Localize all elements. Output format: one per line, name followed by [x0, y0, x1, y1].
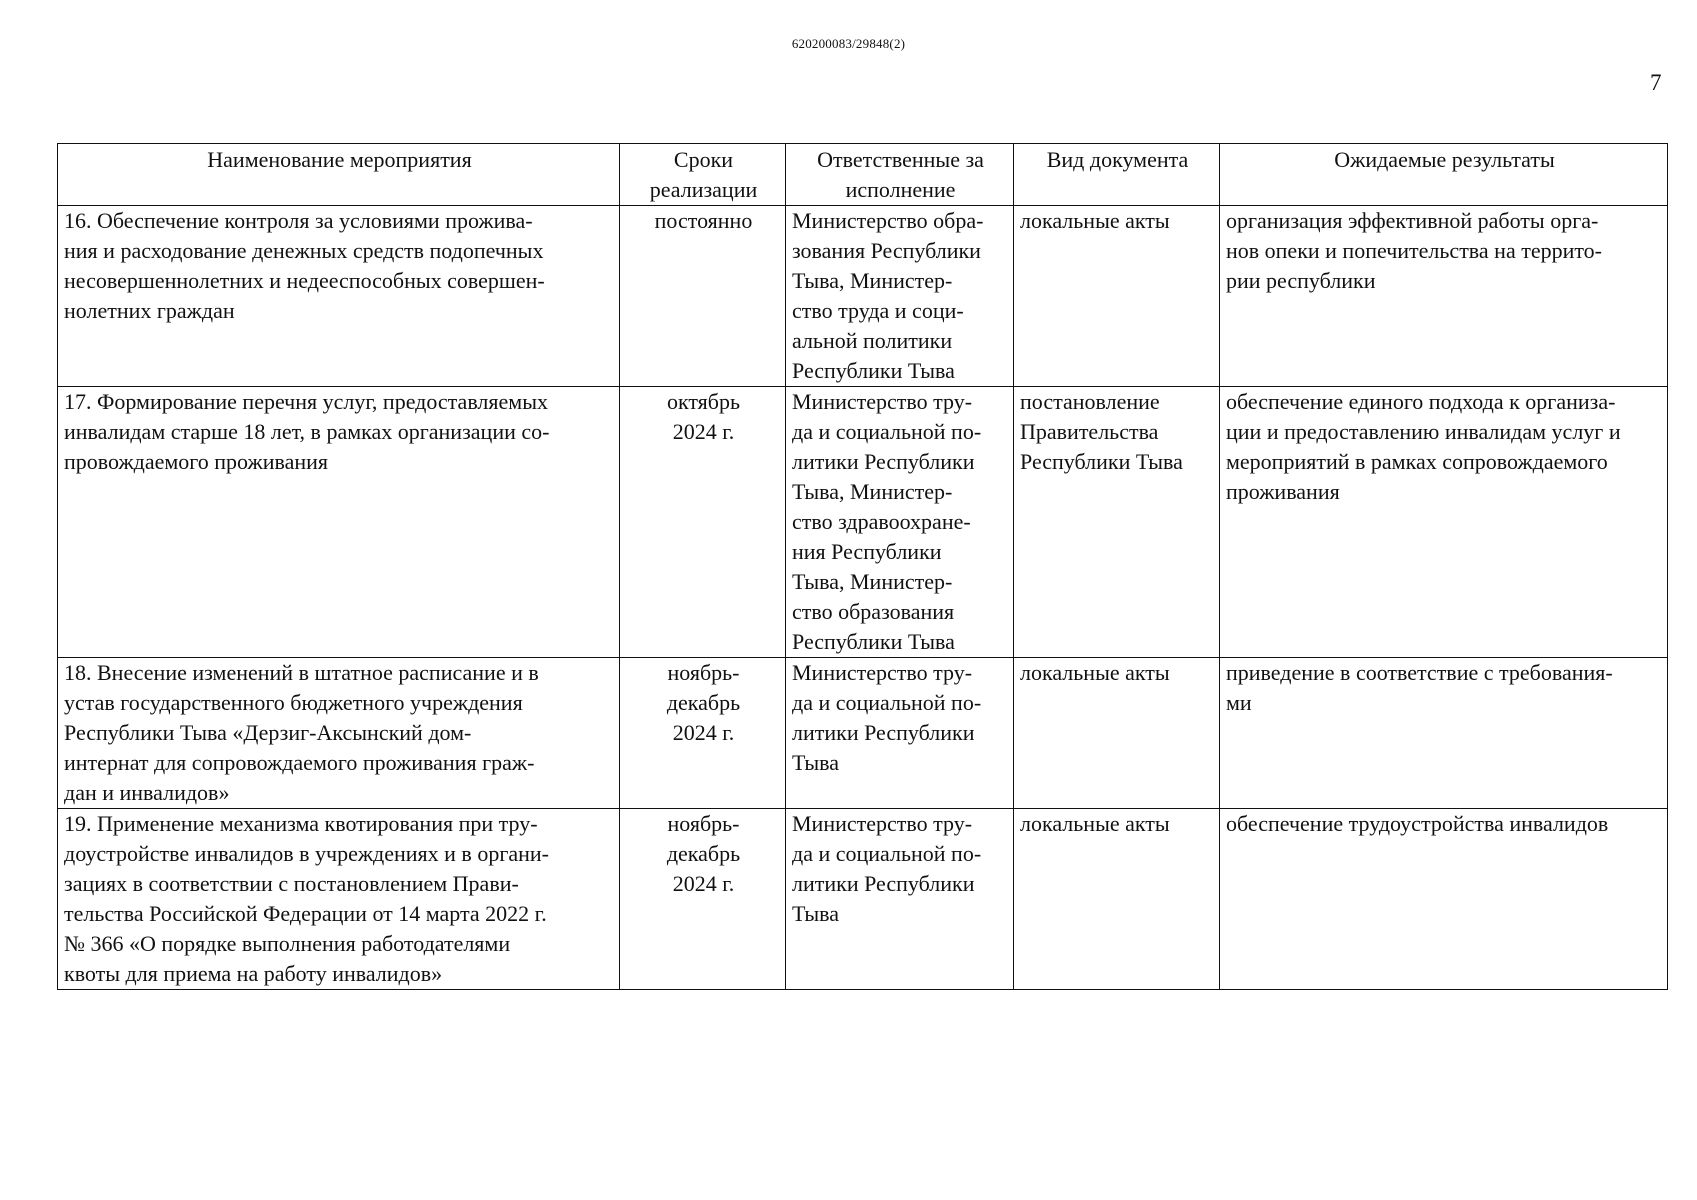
cell-line: ции и предоставлению инвалидам услуг и [1226, 419, 1621, 444]
cell-responsible [786, 387, 1014, 658]
cell-line: 18. Внесение изменений в штатное расписание и в [64, 660, 539, 685]
cell-line: да и социальной по- [792, 690, 982, 715]
cell-line: локальные акты [1020, 660, 1170, 685]
cell-line: Правительства [1020, 419, 1159, 444]
cell-line: Министерство обра- [792, 208, 984, 233]
column-header-doc-type: Вид документа [1014, 144, 1220, 206]
cell-line: доустройстве инвалидов в учреждениях и в органи- [64, 841, 549, 866]
cell-line: 2024 г. [672, 419, 735, 444]
cell-line: нолетних граждан [64, 298, 235, 323]
cell-line: октябрь [666, 389, 741, 414]
cell-line: локальные акты [1020, 811, 1170, 836]
cell-line: провождаемого проживания [64, 449, 329, 474]
cell-line: дан и инвалидов» [64, 780, 230, 805]
cell-line: обеспечение трудоустройства инвалидов [1226, 811, 1609, 836]
cell-line: обеспечение единого подхода к организа- [1226, 389, 1616, 414]
cell-line: проживания [1226, 479, 1340, 504]
cell-result [1220, 387, 1668, 658]
cell-responsible [786, 809, 1014, 990]
cell-line: Тыва [792, 901, 839, 926]
cell-line: 17. Формирование перечня услуг, предоставляемых [64, 389, 548, 414]
cell-line: ноябрь- [667, 811, 740, 836]
cell-line: Республики Тыва [1020, 449, 1183, 474]
table-header-row [58, 144, 1668, 206]
column-header-term: Сроки реализации [620, 144, 786, 206]
cell-line: Республики Тыва [792, 358, 955, 383]
cell-line: Тыва, Министер- [792, 569, 953, 594]
cell-line: Министерство тру- [792, 811, 973, 836]
cell-doc-type [1014, 387, 1220, 658]
cell-line: квоты для приема на работу инвалидов» [64, 961, 443, 986]
cell-line: литики Республики [792, 449, 975, 474]
cell-line: Тыва, Министер- [792, 268, 953, 293]
table-row [58, 387, 1668, 658]
cell-responsible [786, 206, 1014, 387]
cell-line: альной политики [792, 328, 953, 353]
cell-line: Министерство тру- [792, 389, 973, 414]
cell-name [58, 206, 620, 387]
cell-doc-type [1014, 658, 1220, 809]
cell-line: декабрь [666, 841, 741, 866]
cell-line: да и социальной по- [792, 841, 982, 866]
cell-line: Тыва [792, 750, 839, 775]
table-row [58, 809, 1668, 990]
cell-line: организация эффективной работы орга- [1226, 208, 1599, 233]
cell-line: да и социальной по- [792, 419, 982, 444]
cell-name [58, 809, 620, 990]
cell-line: литики Республики [792, 720, 975, 745]
cell-name [58, 387, 620, 658]
cell-line: ния Республики [792, 539, 942, 564]
cell-line: приведение в соответствие с требования- [1226, 660, 1613, 685]
cell-line: декабрь [666, 690, 741, 715]
measures-table [57, 143, 1668, 990]
cell-line: Республики Тыва «Дерзиг-Аксынский дом- [64, 720, 472, 745]
cell-line: ния и расходование денежных средств подопечных [64, 238, 544, 263]
cell-line: Тыва, Министер- [792, 479, 953, 504]
cell-line: мероприятий в рамках сопровождаемого [1226, 449, 1608, 474]
cell-line: Министерство тру- [792, 660, 973, 685]
cell-line: ство образования [792, 599, 955, 624]
cell-line: локальные акты [1020, 208, 1170, 233]
column-header-responsible: Ответственные за исполнение [786, 144, 1014, 206]
cell-term [620, 387, 786, 658]
cell-term [620, 206, 786, 387]
cell-line: литики Республики [792, 871, 975, 896]
cell-line: зациях в соответствии с постановлением Прави- [64, 871, 519, 896]
document-code: 620200083/29848(2) [791, 36, 906, 51]
cell-term [620, 809, 786, 990]
page-number: 7 [1650, 70, 1662, 95]
cell-line: ство труда и соци- [792, 298, 964, 323]
cell-line: 2024 г. [672, 720, 735, 745]
cell-doc-type [1014, 809, 1220, 990]
cell-name [58, 658, 620, 809]
cell-line: рии республики [1226, 268, 1376, 293]
cell-line: 19. Применение механизма квотирования при тру- [64, 811, 538, 836]
cell-result [1220, 206, 1668, 387]
cell-line: устав государственного бюджетного учреждения [64, 690, 523, 715]
table-row [58, 206, 1668, 387]
cell-line: несовершеннолетних и недееспособных совершен- [64, 268, 545, 293]
column-header-name: Наименование мероприятия [58, 144, 620, 206]
cell-line: Республики Тыва [792, 629, 955, 654]
column-header-result: Ожидаемые результаты [1220, 144, 1668, 206]
cell-line: постановление [1020, 389, 1160, 414]
cell-line: № 366 «О порядке выполнения работодателями [64, 931, 511, 956]
cell-result [1220, 809, 1668, 990]
cell-line: интернат для сопровождаемого проживания граж- [64, 750, 535, 775]
cell-responsible [786, 658, 1014, 809]
cell-line: инвалидам старше 18 лет, в рамках организации со- [64, 419, 550, 444]
table-row [58, 658, 1668, 809]
cell-line: зования Республики [792, 238, 981, 263]
cell-line: ми [1226, 690, 1252, 715]
cell-line: тельства Российской Федерации от 14 марта 2022 г. [64, 901, 547, 926]
cell-line: 16. Обеспечение контроля за условиями прожива- [64, 208, 533, 233]
cell-doc-type [1014, 206, 1220, 387]
cell-line: ноябрь- [667, 660, 740, 685]
cell-line: ство здравоохране- [792, 509, 971, 534]
cell-result [1220, 658, 1668, 809]
cell-term [620, 658, 786, 809]
cell-line: постоянно [654, 208, 753, 233]
cell-line: 2024 г. [672, 871, 735, 896]
cell-line: нов опеки и попечительства на террито- [1226, 238, 1603, 263]
